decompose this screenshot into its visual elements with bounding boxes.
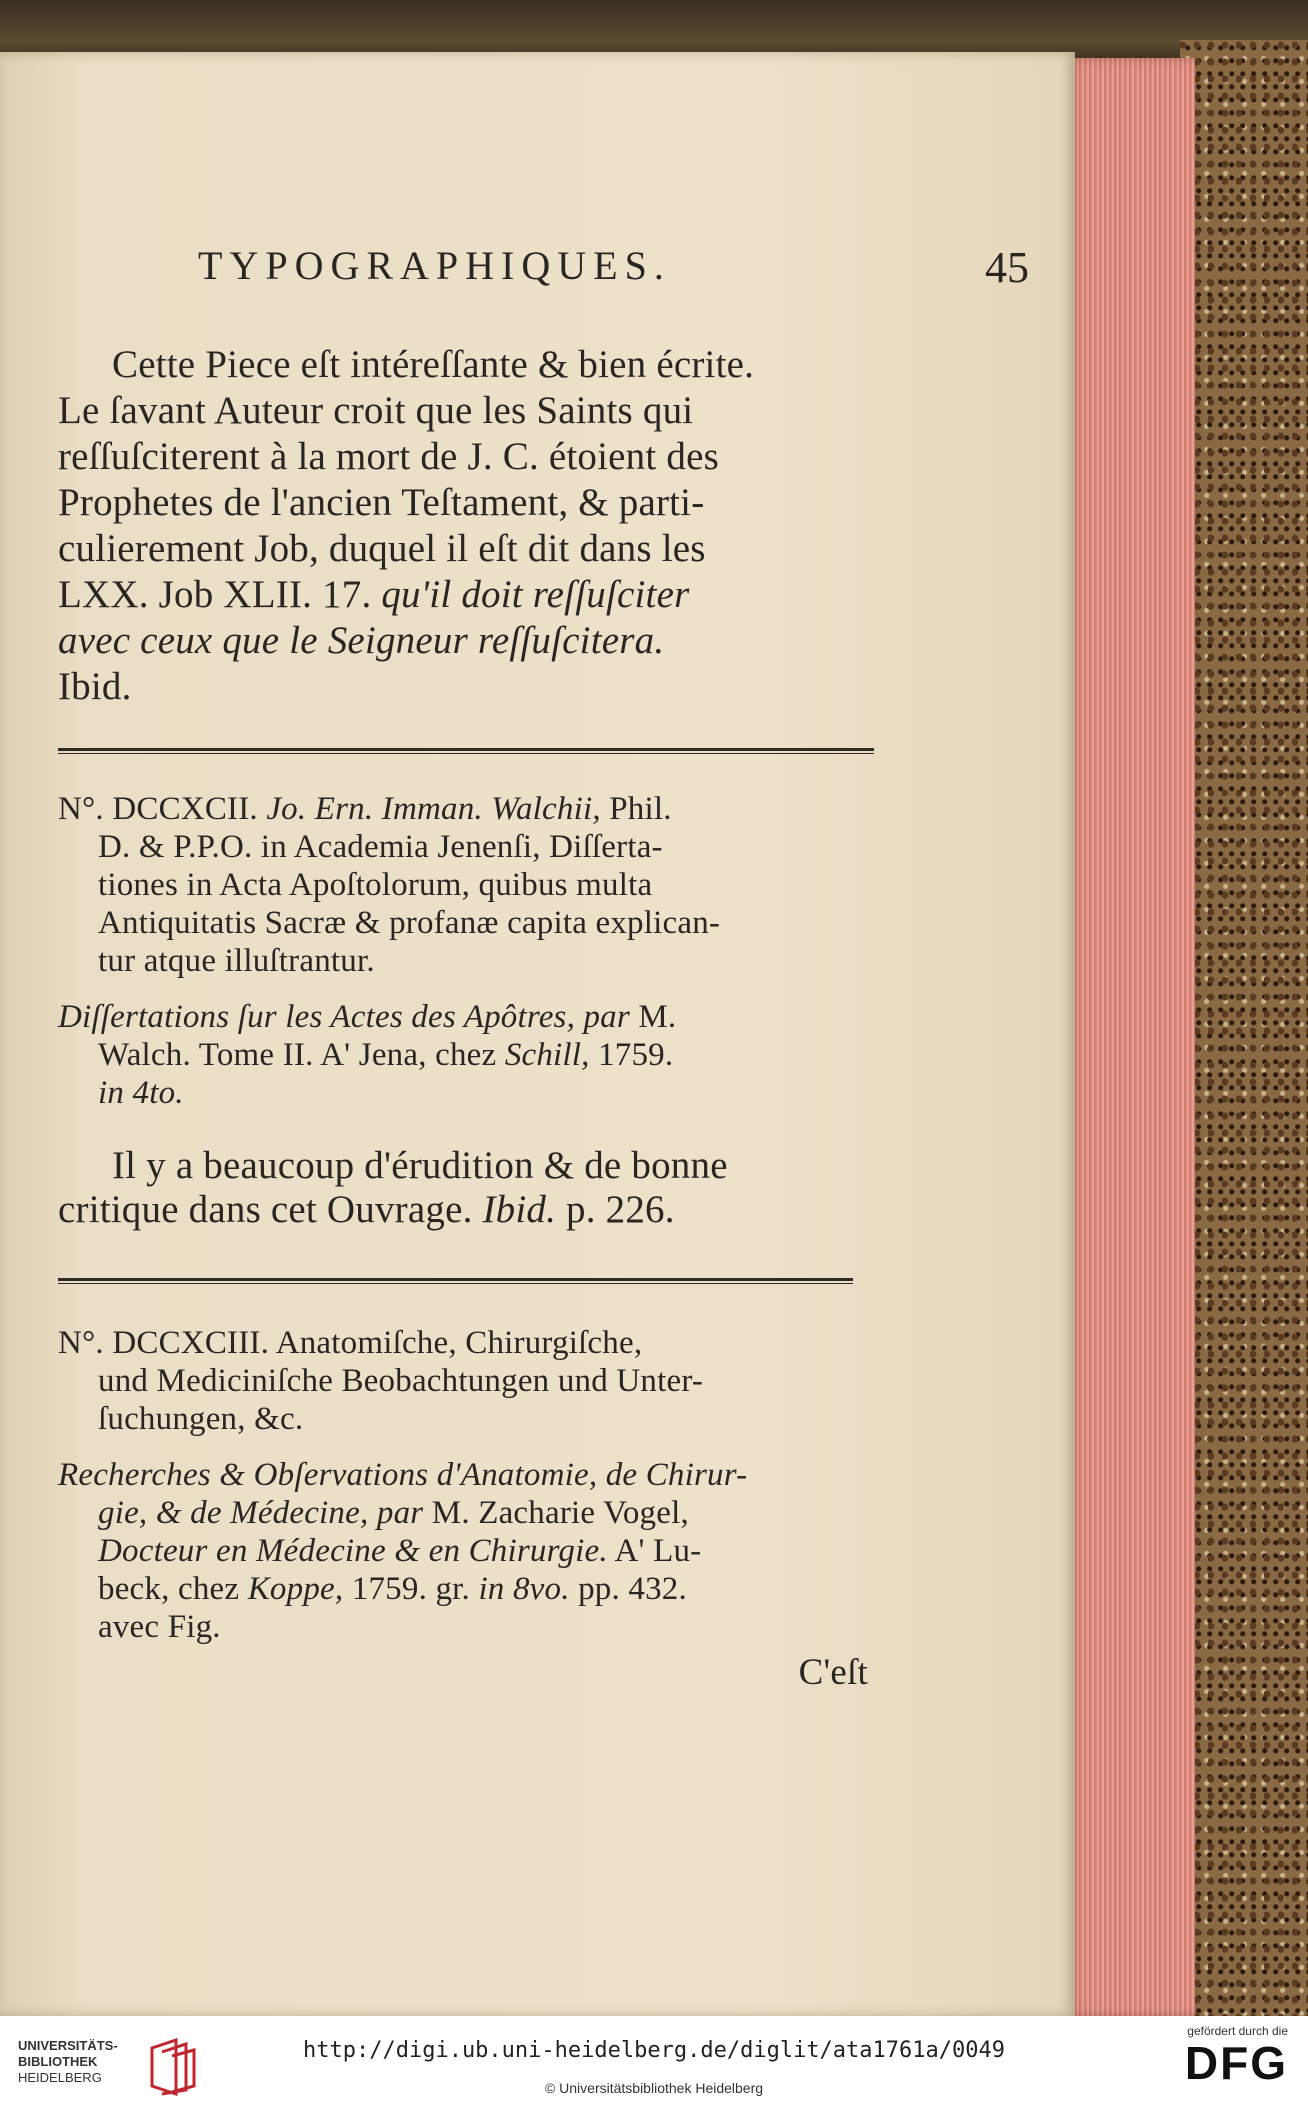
text-segment: Phil. [609, 791, 672, 827]
text-line: Cette Piece eſt intéreſſante & bien écrite. [112, 343, 755, 386]
author-name: Jo. Ern. Imman. Walchii, [266, 791, 601, 827]
text-line [98, 1494, 878, 1532]
text-line: avec ceux que le Seigneur reſſuſcitera. [58, 619, 665, 662]
text-segment: Walch. Tome II. A' Jena, chez [98, 1037, 497, 1073]
entry-number: N°. DCCXCIII. [58, 1325, 270, 1361]
text-line [58, 1188, 878, 1232]
text-segment: A' Lu- [614, 1533, 702, 1569]
text-segment: LXX. Job XLII. 17. [58, 573, 372, 616]
dfg-logo[interactable] [1158, 2024, 1288, 2104]
running-title: TYPOGRAPHIQUES. [198, 243, 671, 288]
book-page [0, 52, 1075, 2016]
text-line: culierement Job, duquel il eſt dit dans les [58, 527, 706, 570]
text-line: Le ſavant Auteur croit que les Saints qui [58, 389, 694, 432]
text-segment: p. 226. [566, 1188, 675, 1231]
italic-segment: gie, & de Médecine, par [98, 1495, 424, 1531]
text-line: Recherches & Obſervations d'Anatomie, de Chirur- [58, 1457, 748, 1493]
viewer-footer [0, 2016, 1308, 2111]
text-line: Ibid. [58, 665, 132, 708]
top-paragraph [58, 342, 878, 710]
text-line: und Mediciniſche Beobachtungen und Unter- [98, 1363, 704, 1399]
text-line [58, 1324, 878, 1362]
text-line: avec Fig. [98, 1609, 221, 1645]
italic-segment: Docteur en Médecine & en Chirurgie. [98, 1533, 608, 1569]
funder-note: gefördert durch die [1187, 2024, 1288, 2038]
italic-segment: Diſſertations ſur les Actes des Apôtres, par [58, 999, 630, 1035]
italic-segment: Ibid. [482, 1188, 557, 1231]
publisher-name: Koppe, [247, 1571, 344, 1607]
document-url-link[interactable]: http://digi.ub.uni-heidelberg.de/diglit/ata1761a/0049 [303, 2038, 1005, 2063]
text-line [58, 790, 878, 828]
library-name-line: UNIVERSITÄTS- [18, 2038, 118, 2053]
text-segment: M. [638, 999, 677, 1035]
text-line: Il y a beaucoup d'érudition & de bonne [112, 1144, 728, 1187]
entry-number: N°. DCCXCII. [58, 791, 258, 827]
text-segment: beck, chez [98, 1571, 240, 1607]
copyright-notice: © Universitätsbibliothek Heidelberg [544, 2080, 764, 2096]
entry-793 [58, 1324, 878, 1692]
entry-792 [58, 790, 878, 1232]
running-header [198, 242, 1029, 292]
text-segment: 1759. gr. [351, 1571, 470, 1607]
text-line: ſuchungen, &c. [98, 1401, 304, 1437]
catchword: C'eſt [798, 1652, 868, 1693]
text-segment: M. Zacharie Vogel, [431, 1495, 689, 1531]
text-segment: 1759. [598, 1037, 674, 1073]
text-line [98, 1532, 878, 1570]
italic-segment: in 8vo. [478, 1571, 570, 1607]
publisher-name: Schill, [504, 1037, 590, 1073]
text-segment: Anatomiſche, Chirurgiſche, [275, 1325, 643, 1361]
text-segment: critique dans cet Ouvrage. [58, 1188, 473, 1231]
text-segment: pp. 432. [578, 1571, 687, 1607]
text-line: in 4to. [98, 1075, 184, 1111]
library-name-line: HEIDELBERG [18, 2070, 102, 2085]
library-name-line: BIBLIOTHEK [18, 2054, 98, 2069]
marbled-cover [1180, 40, 1308, 2016]
page-text [58, 342, 878, 1692]
text-line: reſſuſciterent à la mort de J. C. étoient des [58, 435, 719, 478]
text-line: Antiquitatis Sacræ & profanæ capita explican- [98, 905, 721, 941]
text-line [98, 1036, 878, 1074]
funder-name: DFG [1184, 2037, 1288, 2089]
text-line [98, 1570, 878, 1608]
section-rule [58, 1278, 853, 1284]
section-rule [58, 748, 874, 754]
text-line: D. & P.P.O. in Academia Jenenſi, Diſſerta- [98, 829, 663, 865]
page-number: 45 [985, 243, 1029, 292]
text-line [58, 998, 878, 1036]
text-line: Prophetes de l'ancien Teſtament, & parti- [58, 481, 705, 524]
italic-segment: qu'il doit reſſuſciter [381, 573, 690, 616]
text-line [58, 572, 878, 618]
text-line: tur atque illuſtrantur. [98, 943, 375, 979]
red-page-edges [1065, 58, 1195, 2016]
text-line: tiones in Acta Apoſtolorum, quibus multa [98, 867, 653, 903]
